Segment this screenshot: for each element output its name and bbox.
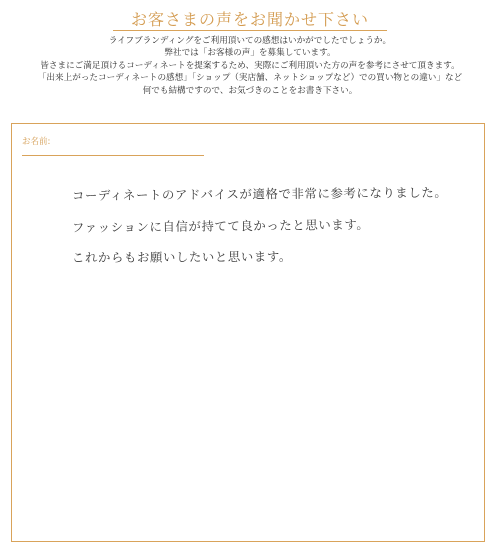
intro-line: 皆さまにご満足頂けるコーディネートを提案するため、実際にご利用頂いた方の声を参考にさせて頂きます。 bbox=[40, 60, 460, 71]
intro-line: 「出来上がったコーディネートの感想」「ショップ（実店舗、ネットショップなど）での買い物との違い」など bbox=[37, 73, 463, 84]
intro-text bbox=[0, 35, 500, 97]
intro-line: 何でも結構ですので、お気づきのことをお書き下さい。 bbox=[142, 85, 358, 96]
page-title: お客さまの声をお聞かせ下さい bbox=[130, 10, 369, 29]
handwritten-line: コーディネートのアドバイスが適格で非常に参考になりました。 bbox=[71, 184, 448, 203]
intro-line: 弊社では「お客様の声」を募集しています。 bbox=[164, 48, 336, 59]
handwritten-line: これからもお願いしたいと思います。 bbox=[71, 248, 292, 265]
title-divider bbox=[113, 30, 387, 31]
comment-form bbox=[11, 123, 485, 542]
intro-line: ライフブランディングをご利用頂いての感想はいかがでしたでしょうか。 bbox=[108, 36, 392, 46]
name-label: お名前: bbox=[22, 137, 51, 147]
handwritten-line: ファッションに自信が持てて良かったと思います。 bbox=[71, 216, 370, 235]
name-field bbox=[22, 155, 204, 156]
